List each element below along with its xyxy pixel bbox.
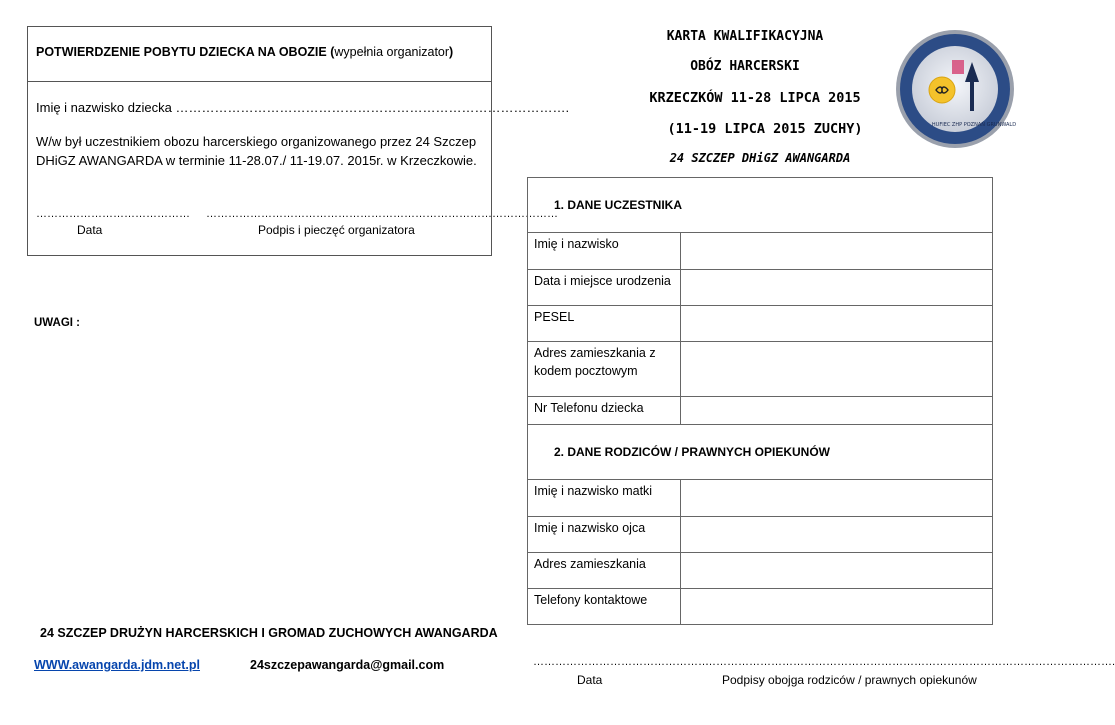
field-label-pesel: PESEL	[528, 306, 681, 342]
field-label-parent-address: Adres zamieszkania	[528, 553, 681, 589]
field-label-child-phone: Nr Telefonu dziecka	[528, 397, 681, 425]
table-row	[528, 342, 993, 397]
field-input-full-name[interactable]	[680, 233, 992, 270]
section-2-title: 2. DANE RODZICÓW / PRAWNYCH OPIEKUNÓW	[528, 425, 993, 480]
table-row	[528, 306, 993, 342]
field-input-child-phone[interactable]	[680, 397, 992, 425]
email-address[interactable]: 24szczepawangarda@gmail.com	[250, 658, 445, 672]
parent-date-label: Data	[577, 673, 603, 687]
table-row	[528, 553, 993, 589]
table-row	[528, 480, 993, 517]
organizer-signature-field[interactable]: ……………………………………………………………………………………	[206, 208, 558, 220]
section-parents-header	[528, 425, 993, 480]
confirmation-heading: POTWIERDZENIE POBYTU DZIECKA NA OBOZIE (wypełnia organizator)	[36, 45, 454, 59]
table-row	[528, 233, 993, 270]
badge-text: HUFIEC ZHP POZNAŃ GRUNWALD	[931, 122, 1017, 128]
organizer-date-field[interactable]: ……………………………………	[36, 208, 190, 220]
organization-name: 24 SZCZEP DRUŻYN HARCERSKICH I GROMAD ZUCHOWYCH AWANGARDA	[40, 626, 498, 640]
field-label-full-name: Imię i nazwisko	[528, 233, 681, 270]
form-title: KARTA KWALIFIKACYJNA	[666, 29, 824, 44]
field-label-birth: Data i miejsce urodzenia	[528, 270, 681, 306]
website-link[interactable]: WWW.awangarda.jdm.net.pl	[34, 658, 200, 672]
field-input-contact-phones[interactable]	[680, 589, 992, 625]
remarks-label: UWAGI :	[34, 317, 80, 329]
statement-line-2: DHiGZ AWANGARDA w terminie 11-28.07./ 11-19.07. 2015r. w Krzeczkowie.	[36, 153, 477, 168]
field-label-mother: Imię i nazwisko matki	[528, 480, 681, 517]
field-input-pesel[interactable]	[680, 306, 992, 342]
field-input-father[interactable]	[680, 517, 992, 553]
parent-signature-label: Podpisy obojga rodziców / prawnych opiekunów	[722, 673, 977, 687]
organizer-signature-label: Podpis i pieczęć organizatora	[258, 223, 415, 237]
child-name-line[interactable]: Imię i nazwisko dziecka ……………………………………………………………………………….	[36, 100, 570, 115]
parent-signature-field[interactable]: ………………………………………………………………………………………………….	[705, 656, 1115, 668]
organizer-date-label: Data	[77, 223, 103, 237]
camp-subtitle: OBÓZ HARCERSKI	[690, 59, 800, 74]
field-input-mother[interactable]	[680, 480, 992, 517]
section-1-title: 1. DANE UCZESTNIKA	[528, 178, 993, 233]
table-row	[528, 517, 993, 553]
troop-badge-emblem	[894, 26, 1016, 152]
field-input-birth[interactable]	[680, 270, 992, 306]
field-label-address: Adres zamieszkania z kodem pocztowym	[528, 342, 681, 397]
camp-dates-cubs: (11-19 LIPCA 2015 ZUCHY)	[667, 121, 863, 137]
qualification-form-table	[527, 177, 993, 625]
field-input-address[interactable]	[680, 342, 992, 397]
section-participant-header	[528, 178, 993, 233]
table-row	[528, 270, 993, 306]
field-label-father: Imię i nazwisko ojca	[528, 517, 681, 553]
statement-line-1: W/w był uczestnikiem obozu harcerskiego organizowanego przez 24 Szczep	[36, 134, 477, 149]
parent-date-field[interactable]: …………………………………………	[533, 656, 709, 668]
troop-name: 24 SZCZEP DHiGZ AWANGARDA	[669, 151, 851, 165]
table-row	[528, 589, 993, 625]
stay-confirmation-box	[27, 26, 570, 256]
field-input-parent-address[interactable]	[680, 553, 992, 589]
confirmation-header	[28, 27, 491, 82]
table-row	[528, 397, 993, 425]
sun-icon	[929, 77, 955, 103]
field-label-contact-phones: Telefony kontaktowe	[528, 589, 681, 625]
camp-dates: KRZECZKÓW 11-28 LIPCA 2015	[649, 90, 861, 106]
